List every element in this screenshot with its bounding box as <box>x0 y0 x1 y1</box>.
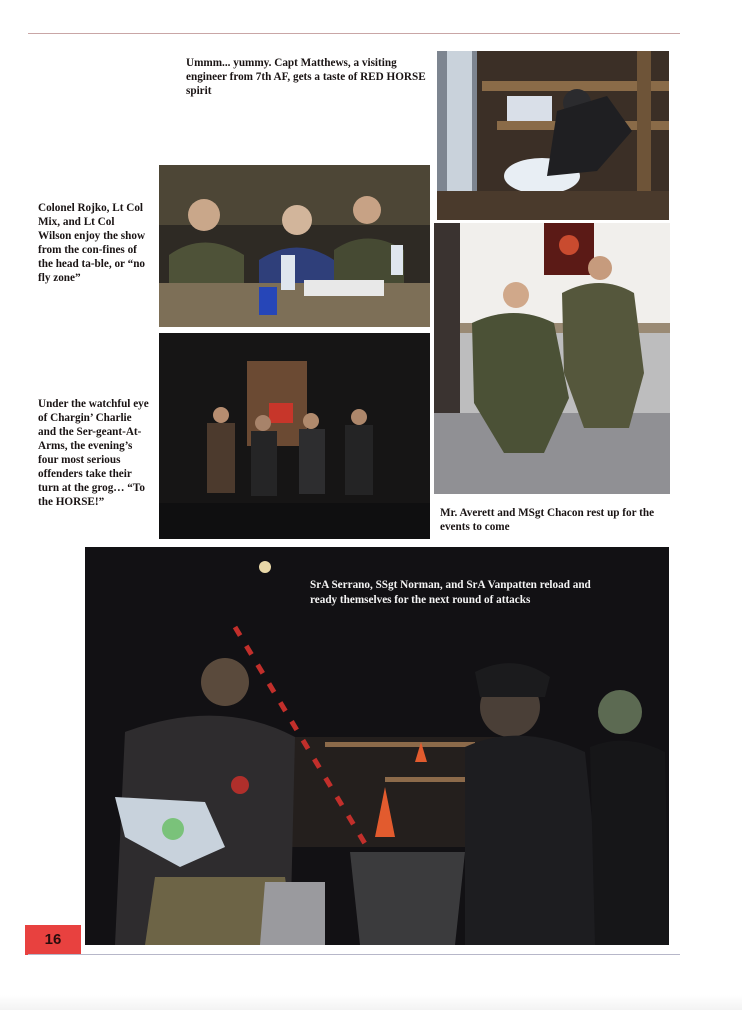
photo-head-table <box>159 165 430 327</box>
photo-grog <box>159 333 430 539</box>
photo-serrano <box>85 547 669 945</box>
scan-edge <box>0 995 742 1010</box>
photo-matthews <box>437 51 669 220</box>
caption-serrano: SrA Serrano, SSgt Norman, and SrA Vanpatten reload and ready themselves for the next round of attacks <box>310 579 591 606</box>
caption-averett: Mr. Averett and MSgt Chacon rest up for the events to come <box>440 507 655 533</box>
photo-averett-chacon <box>434 223 670 494</box>
caption-matthews: Ummm... yummy. Capt Matthews, a visiting engineer from 7th AF, gets a taste of RED HORSE spirit <box>186 57 426 97</box>
page-number-badge: 16 <box>25 925 81 955</box>
bottom-rule <box>28 954 680 955</box>
caption-head-table: Colonel Rojko, Lt Col Mix, and Lt Col Wilson enjoy the show from the con-fines of the head ta-ble, or “no fly zone” <box>38 202 146 284</box>
top-rule <box>28 33 680 34</box>
caption-grog: Under the watchful eye of Chargin’ Charlie and the Ser-geant-At-Arms, the evening’s four most serious offenders take their turn at the grog… “To the HORSE!” <box>38 398 149 508</box>
